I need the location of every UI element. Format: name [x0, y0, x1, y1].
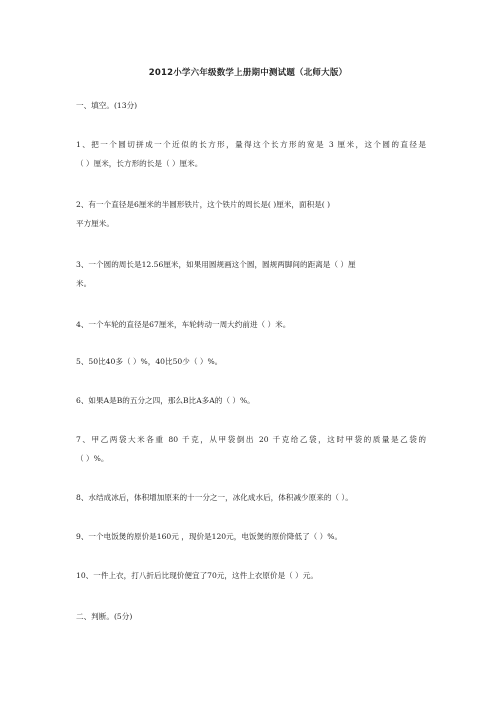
question-10-line-1: 10、一件上衣，打八折后比现价便宜了70元，这件上衣原价是（ ）元。: [76, 571, 318, 580]
question-3-line-2: 米。: [76, 279, 92, 288]
question-5-line-1: 5、50比40多（ ）%，40比50少（ ）%。: [76, 357, 223, 366]
section-heading-true-false: 二、判断。(5分): [76, 612, 133, 621]
document-title: 2012小学六年级数学上册期中测试题（北师大版）: [148, 68, 348, 78]
question-8-line-1: 8、水结成冰后，体积增加原来的十一分之一，冰化成水后，体积减少原来的（ ）。: [76, 493, 353, 502]
question-2-line-2: 平方厘米。: [76, 219, 114, 228]
question-6-line-1: 6、如果A是B的五分之四，那么B比A多A的（ ）%。: [76, 396, 255, 405]
question-7-line-1: 7、甲乙两袋大米各重 80 千克，从甲袋倒出 20 千克给乙袋，这时甲袋的质量是乙袋的: [76, 435, 426, 444]
question-7-line-2: （ ）%。: [76, 454, 109, 463]
question-2-line-1: 2、有一个直径是6厘米的半圆形铁片，这个铁片的周长是( )厘米，面积是( ): [76, 200, 331, 209]
question-1-line-2: （ ）厘米，长方形的长是（ ）厘米。: [76, 159, 203, 168]
question-4-line-1: 4、一个车轮的直径是67厘米，车轮转动一周大约前进（ ）米。: [76, 320, 291, 329]
question-9-line-1: 9、一个电饭煲的原价是160元 ，现价是120元，电饭煲的原价降低了（ ）%。: [76, 532, 343, 541]
question-3-line-1: 3、一个圆的周长是12.56厘米，如果用圆规画这个圆，圆规两脚间的距离是（ ）厘: [76, 260, 356, 269]
section-heading-fill-in: 一、填空。(13分): [76, 101, 138, 110]
question-1-line-1: 1、把一个圆切拼成一个近似的长方形，量得这个长方形的宽是 3 厘米，这个圆的直径是: [76, 140, 426, 149]
